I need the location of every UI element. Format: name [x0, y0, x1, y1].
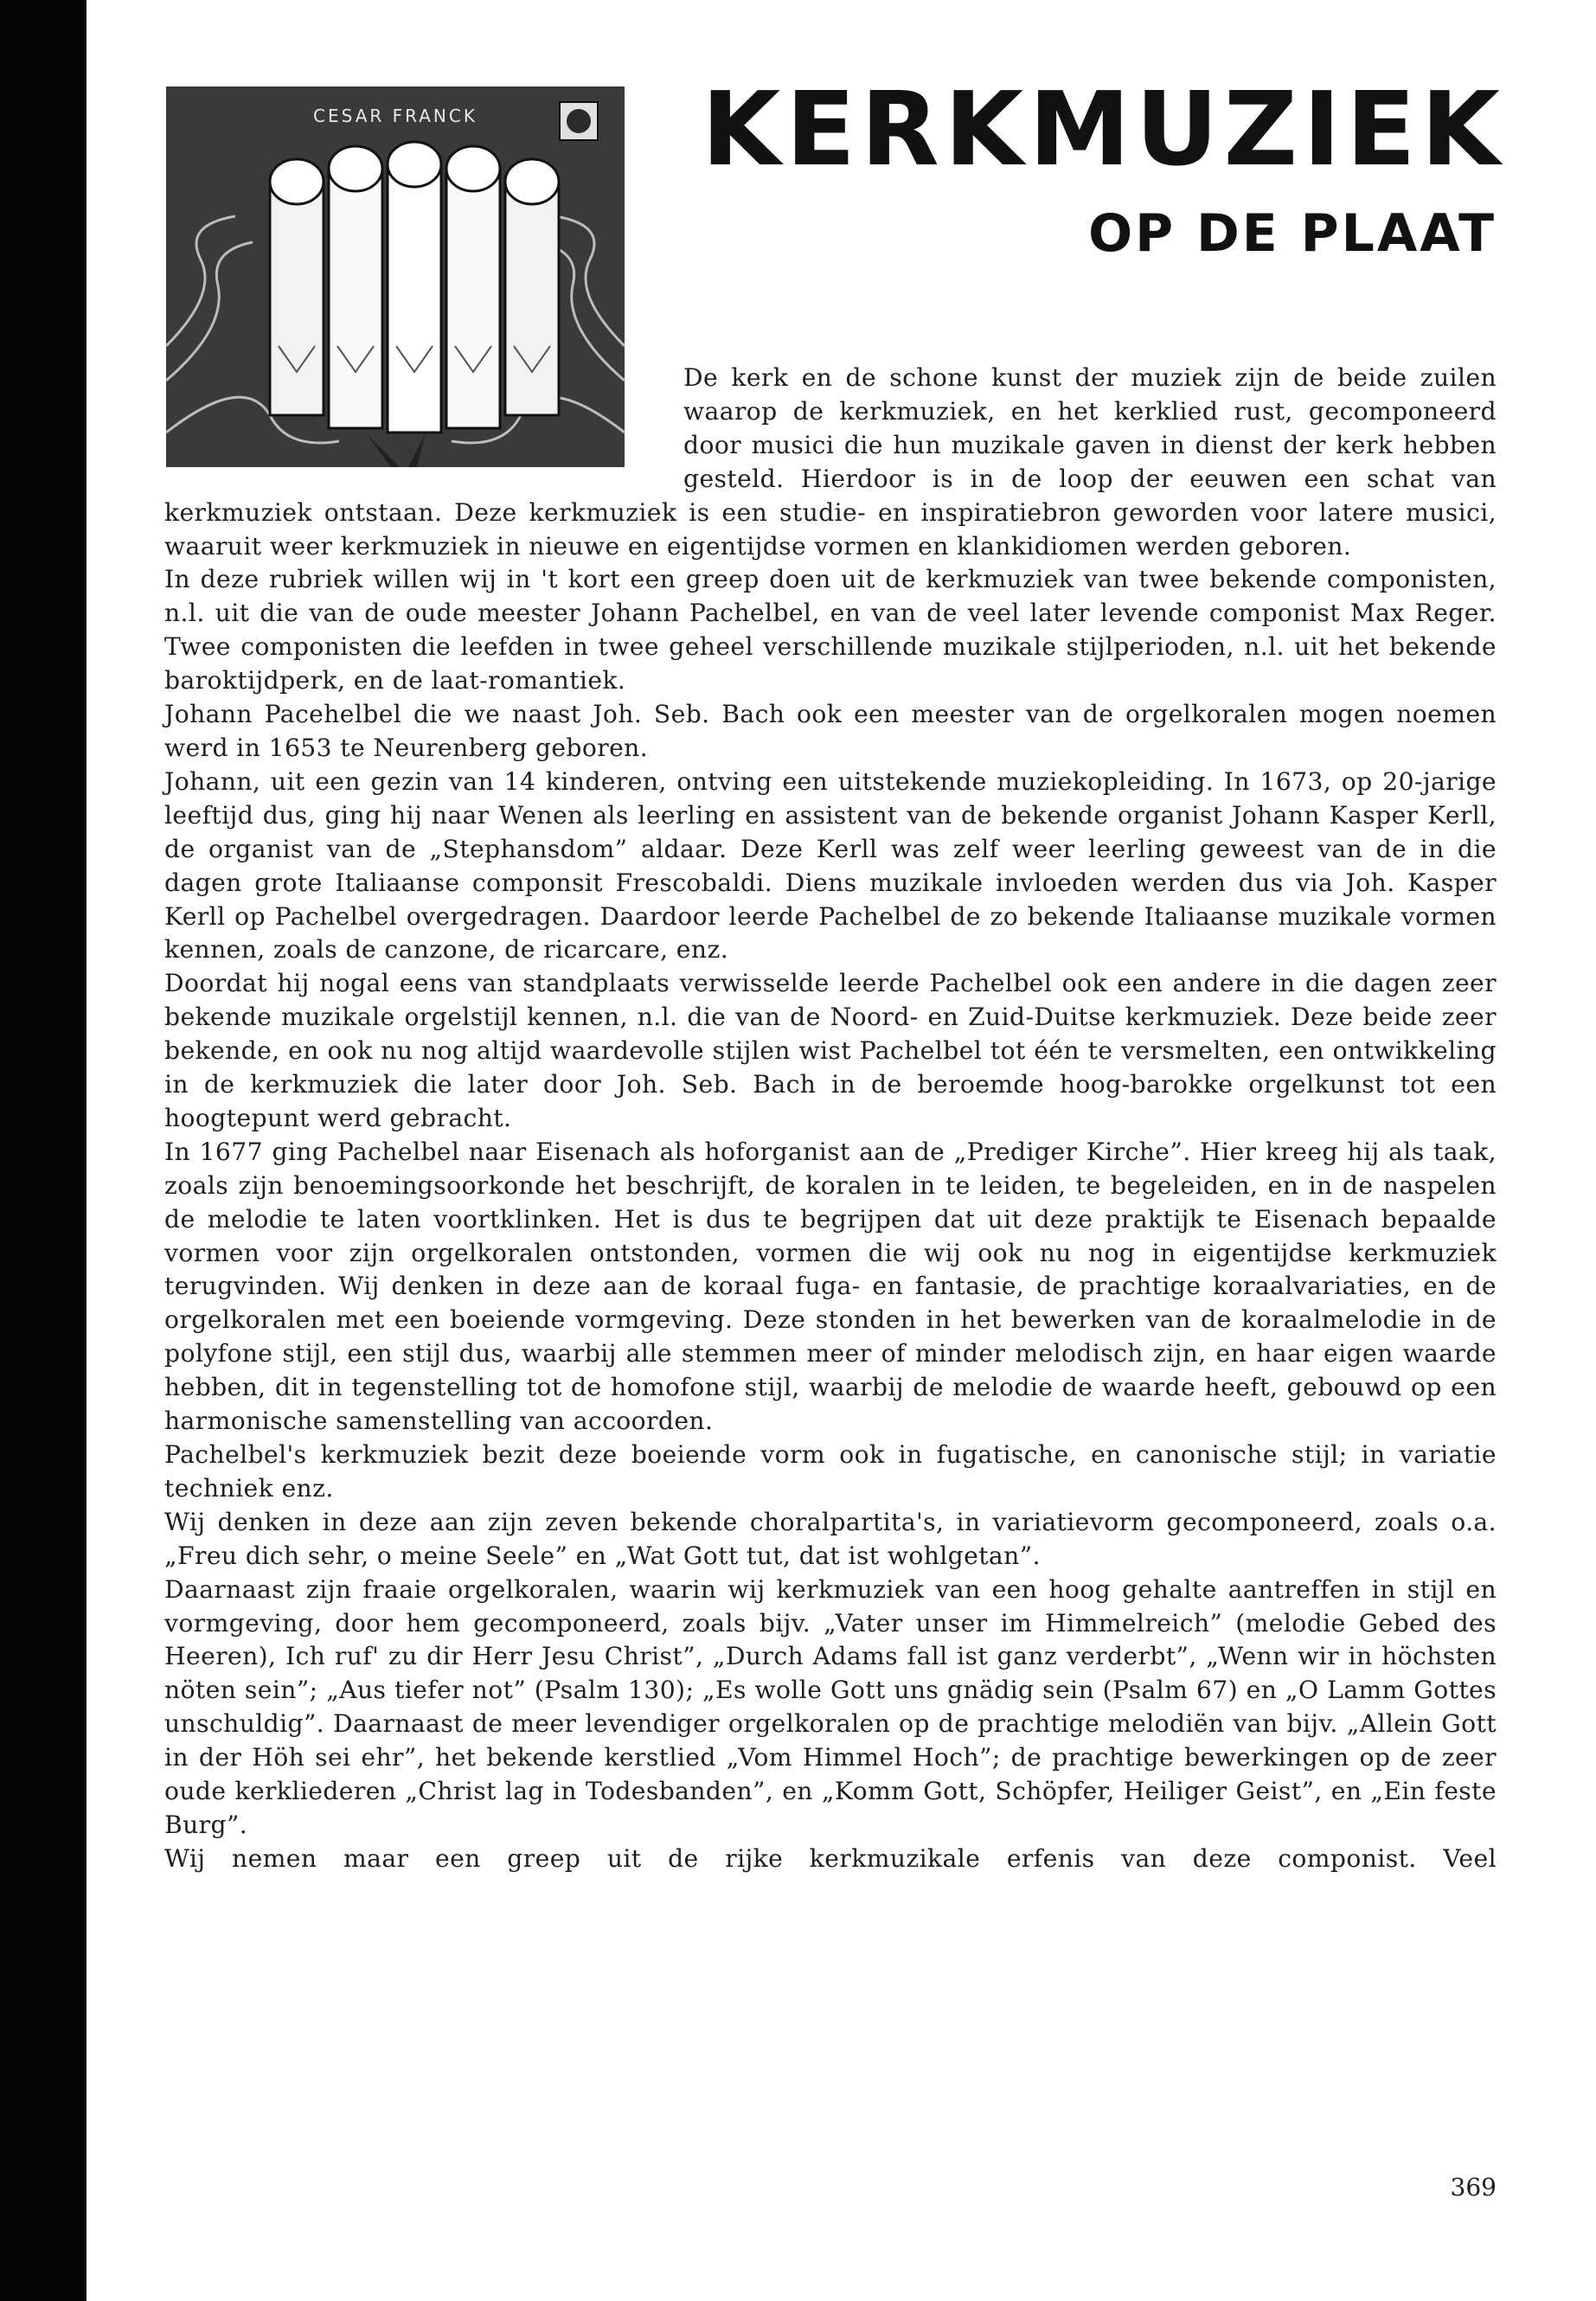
paragraph: De kerk en de schone kunst der muziek zijn de beide zuilen waarop de kerkmuziek, en het kerklied rust, gecomponeerd door musici die hun muzikale gaven in dienst der kerk hebben gesteld. Hierdoor is in de loop der eeuwen een schat van kerkmuziek ontstaan. Deze kerkmuziek is een studie- en inspiratiebron geworden voor latere musici, waaruit weer kerkmuziek in nieuwe en eigentijdse vormen en klankidiomen werden geboren.	[164, 363, 1497, 561]
image-wrap-spacer	[164, 362, 683, 496]
paragraph: Daarnaast zijn fraaie orgelkoralen, waarin wij kerkmuziek van een hoog gehalte aantreffen in stijl en vormgeving, door hem gecomponeerd, zoals bijv. „Vater unser im Himmelreich” (melodie Gebed des Heeren), Ich ruf' zu dir Herr Jesu Christ”, „Durch Adams fall ist ganz verderbt”, „Wenn wir in höchsten nöten sein”; „Aus tiefer not” (Psalm 130); „Es wolle Gott uns gnädig sein (Psalm 67) en „O Lamm Gottes unschuldig”. Daarnaast de meer levendiger orgelkoralen op de prachtige melodiën van bijv. „Allein Gott in der Höh sei ehr”, het bekende kerstlied „Vom Himmel Hoch”; de prachtige bewerkingen op de zeer oude kerkliederen „Christ lag in Todesbanden”, en „Komm Gott, Schöpfer, Heiliger Geist”, en „Ein feste Burg”.	[164, 1574, 1497, 1839]
article-body	[164, 362, 1497, 1876]
paragraph: Johann Pacehelbel die we naast Joh. Seb. Bach ook een meester van de orgelkoralen mogen noemen werd in 1653 te Neurenberg geboren.	[164, 700, 1497, 762]
page-title: KERKMUZIEK	[701, 69, 1505, 189]
paragraph: In deze rubriek willen wij in 't kort een greep doen uit de kerkmuziek van twee bekende componisten, n.l. uit die van de oude meester Johann Pachelbel, en van de veel later levende componist Max Reger. Twee componisten die leefden in twee geheel verschillende muzikale stijlperioden, n.l. uit het bekende baroktijdperk, en de laat-romantiek.	[164, 565, 1497, 695]
page-number: 369	[1450, 2173, 1497, 2202]
magazine-page	[87, 0, 1596, 2301]
paragraph: Pachelbel's kerkmuziek bezit deze boeiende vorm ook in fugatische, en canonische stijl; in variatie techniek enz.	[164, 1440, 1497, 1503]
scan-margin-bar	[0, 0, 87, 2301]
paragraph: Doordat hij nogal eens van standplaats verwisselde leerde Pachelbel ook een andere in die dagen zeer bekende muzikale orgelstijl kennen, n.l. die van de Noord- en Zuid-Duitse kerkmuziek. Deze beide zeer bekende, en ook nu nog altijd waardevolle stijlen wist Pachelbel tot één te versmelten, een ontwikkeling in de kerkmuziek die later door Joh. Seb. Bach in de beroemde hoog-barokke orgelkunst tot een hoogtepunt werd gebracht.	[164, 969, 1497, 1132]
paragraph: Johann, uit een gezin van 14 kinderen, ontving een uitstekende muziekopleiding. In 1673, op 20-jarige leeftijd dus, ging hij naar Wenen als leerling en assistent van de bekende organist Johann Kasper Kerll, de organist van de „Stephansdom” aldaar. Deze Kerll was zelf weer leerling geweest van de in die dagen grote Italiaanse componsit Frescobaldi. Diens muzikale invloeden werden dus via Joh. Kasper Kerll op Pachelbel overgedragen. Daardoor leerde Pachelbel de zo bekende Italiaanse muzikale vormen kennen, zoals de canzone, de ricarcare, enz.	[164, 766, 1497, 965]
album-composer-name: CESAR FRANCK	[313, 106, 478, 126]
page-subtitle: OP DE PLAAT	[1088, 203, 1497, 264]
paragraph: Wij nemen maar een greep uit de rijke kerkmuzikale erfenis van deze componist. Veel	[164, 1843, 1497, 1873]
paragraph: In 1677 ging Pachelbel naar Eisenach als hoforganist aan de „Prediger Kirche”. Hier kreeg hij als taak, zoals zijn benoemingsoorkonde het beschrijft, de koralen in te leiden, te begeleiden, en in de naspelen de melodie te laten voortklinken. Het is dus te begrijpen dat uit deze praktijk te Eisenach bepaalde vormen voor zijn orgelkoralen ontstonden, vormen die wij ook nu nog in eigentijdse kerkmuziek terugvinden. Wij denken in deze aan de koraal fuga- en fantasie, de prachtige koraalvariaties, en de orgelkoralen met een boeiende vormgeving. Deze stonden in het bewerken van de koraalmelodie in de polyfone stijl, een stijl dus, waarbij alle stemmen meer of minder melodisch zijn, en haar eigen waarde hebben, dit in tegenstelling tot de homofone stijl, waarbij de melodie de waarde heeft, gebouwd op een harmonische samenstelling van accoorden.	[164, 1137, 1497, 1436]
paragraph: Wij denken in deze aan zijn zeven bekende choralpartita's, in variatievorm gecomponeerd, zoals o.a. „Freu dich sehr, o meine Seele” en „Wat Gott tut, dat ist wohlgetan”.	[164, 1507, 1497, 1570]
